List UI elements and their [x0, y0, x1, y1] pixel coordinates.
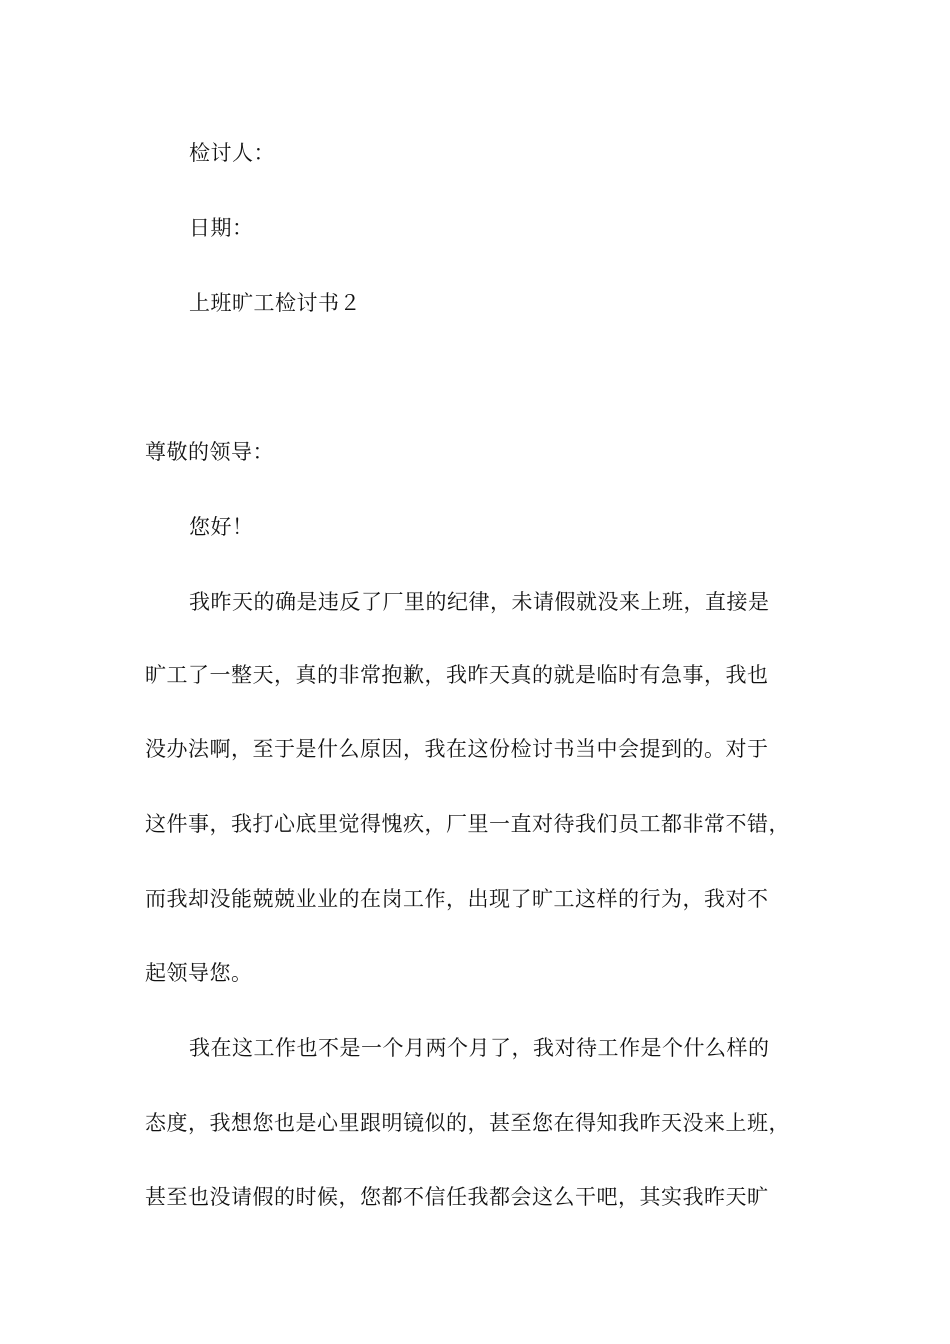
body-line: 这件事，我打心底里觉得愧疚，厂里一直对待我们员工都非常不错，: [145, 812, 790, 836]
section-title: 上班旷工检讨书２: [189, 291, 361, 315]
body-line: 态度，我想您也是心里跟明镜似的，甚至您在得知我昨天没来上班，: [145, 1111, 790, 1135]
body-line: 没办法啊，至于是什么原因，我在这份检讨书当中会提到的。对于: [145, 737, 769, 761]
body-line: 而我却没能兢兢业业的在岗工作，出现了旷工这样的行为，我对不: [145, 887, 769, 911]
body-line: 我昨天的确是违反了厂里的纪律，未请假就没来上班，直接是: [189, 590, 770, 614]
body-line: 旷工了一整天，真的非常抱歉，我昨天真的就是临时有急事，我也: [145, 663, 769, 687]
reviewer-label: 检讨人：: [189, 141, 275, 165]
body-line: 甚至也没请假的时候，您都不信任我都会这么干吧，其实我昨天旷: [145, 1185, 769, 1209]
body-line: 我在这工作也不是一个月两个月了，我对待工作是个什么样的: [189, 1036, 770, 1060]
salutation: 尊敬的领导：: [145, 440, 274, 464]
greeting: 您好！: [189, 515, 254, 539]
date-label: 日期：: [189, 216, 254, 240]
body-line: 起领导您。: [145, 961, 253, 985]
